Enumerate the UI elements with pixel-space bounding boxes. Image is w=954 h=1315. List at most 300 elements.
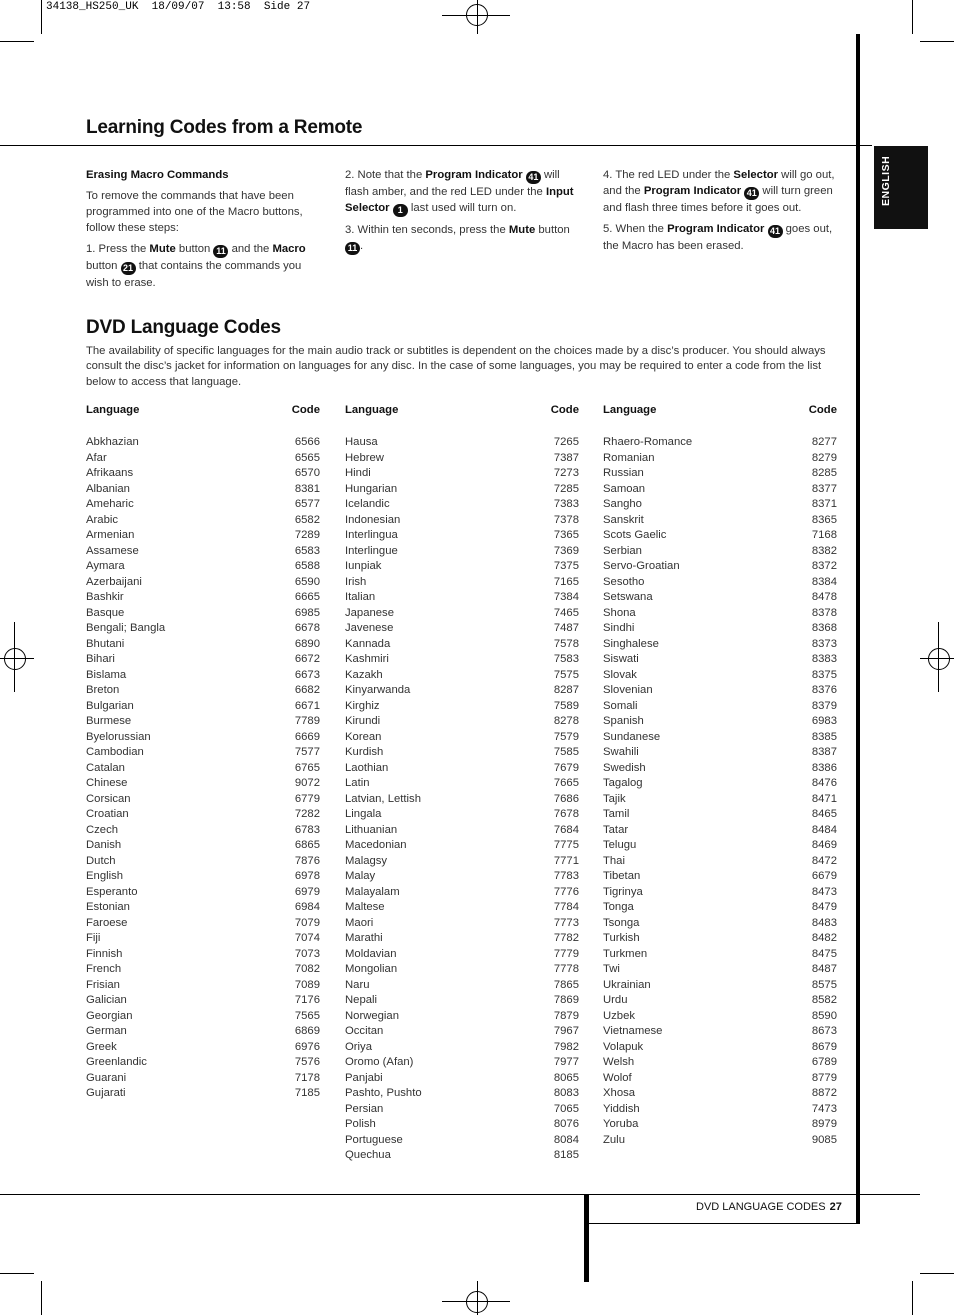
language-row [603,838,837,854]
language-row [345,637,579,653]
language-code: 7079 [294,916,320,929]
language-row [603,885,837,901]
dvd-intro: The availability of specific languages for the main audio track or subtitles is dependent on the choices made by a disc’s producer. You should always consult the disc’s jacket for information on languages for any disc. In the case of some languages, you may be required to enter a code from the list below to access that language. [86,345,826,388]
language-code: 7473 [811,1102,837,1115]
language-code: 8375 [811,668,837,681]
language-row [345,482,579,498]
language-name: Afrikaans [86,467,134,479]
language-name: Hungarian [345,482,398,495]
language-code: 8387 [811,746,837,758]
language-row [603,714,837,730]
language-row [603,823,837,839]
step-5: 5. When the Program Indicator 41 goes out, the Macro has been erased. [603,223,833,252]
learning-column-3 [603,167,843,259]
language-row [345,931,579,947]
language-name: Finnish [86,947,123,960]
language-code: 8377 [811,482,837,495]
language-code: 6890 [294,637,320,650]
language-row [603,1086,837,1102]
language-name: Nepali [345,994,378,1006]
language-code: 7869 [553,994,579,1006]
language-code: 8278 [553,715,579,727]
language-row [86,1055,320,1071]
language-name: Bengali; Bangla [86,622,166,634]
language-code: 6679 [811,870,837,882]
language-name: Uzbek [603,1009,636,1022]
language-row [345,947,579,963]
printer-slug: 34138_HS250_UK 18/09/07 13:58 Side 27 [46,1,311,13]
language-row [86,544,320,560]
language-row [86,962,320,978]
language-name: Croatian [86,808,129,820]
language-row [86,466,320,482]
language-row [603,652,837,668]
language-row [86,1040,320,1056]
program-indicator-number-icon: 41 [768,225,783,238]
language-name: Tigrinya [603,885,643,898]
language-row [603,854,837,870]
footer-section: DVD LANGUAGE CODES [696,1201,826,1213]
language-code: 8076 [553,1118,579,1130]
language-code: 6590 [294,575,320,588]
language-code: 7576 [294,1056,320,1068]
language-row [345,900,579,916]
language-row [86,575,320,591]
language-code: 7465 [553,606,579,619]
language-row [86,900,320,916]
language-row [86,1071,320,1087]
language-name: Maltese [345,901,385,913]
language-name: Burmese [86,715,132,727]
language-name: Danish [86,839,122,851]
language-name: Tajik [603,792,626,805]
language-code: 6678 [294,622,320,634]
language-row [603,807,837,823]
mute-button-number-icon: 11 [213,245,228,258]
language-name: Ukrainian [603,978,651,991]
language-name: Swedish [603,761,646,774]
language-row [603,978,837,994]
language-code: 7585 [553,746,579,758]
language-name: Japanese [345,606,394,619]
language-row [603,1071,837,1087]
language-name: Samoan [603,482,646,495]
language-name: Basque [86,606,125,619]
language-code: 8582 [811,994,837,1006]
language-code: 8382 [811,544,837,557]
language-name: Korean [345,730,382,743]
language-code: 7378 [553,513,579,526]
language-code: 7686 [553,792,579,805]
language-row [603,869,837,885]
language-row [603,1055,837,1071]
language-code: 7487 [553,622,579,634]
language-name: Tibetan [603,870,641,882]
language-code: 6979 [294,885,320,898]
language-name: English [86,870,124,882]
language-code: 7575 [553,668,579,681]
language-name: Bulgarian [86,699,134,712]
language-row [603,1133,837,1149]
language-name: Catalan [86,761,125,774]
language-name: Kirghiz [345,699,380,712]
language-row [603,900,837,916]
language-row [345,776,579,792]
language-name: Aymara [86,560,125,572]
language-name: Faroese [86,916,128,929]
language-name: Byelorussian [86,730,151,743]
language-code: 8378 [811,606,837,619]
language-name: Vietnamese [603,1025,663,1037]
language-name: Malayalam [345,885,400,898]
language-code: 6779 [294,792,320,805]
language-name: Spanish [603,715,644,727]
language-name: Portuguese [345,1133,403,1146]
language-name: Ameharic [86,498,134,510]
language-row [603,993,837,1009]
language-row [345,435,579,451]
language-code: 8673 [811,1025,837,1037]
language-name: Setswana [603,591,653,603]
language-name: Cambodian [86,746,144,758]
language-code: 6869 [294,1025,320,1037]
language-name: Oriya [345,1040,372,1053]
language-name: Breton [86,684,120,696]
language-name: Turkish [603,932,640,944]
language-name: Chinese [86,777,128,789]
language-code: 6577 [294,498,320,510]
language-row [345,528,579,544]
language-name: Macedonian [345,839,407,851]
language-code: 8371 [811,498,837,510]
language-name: Gujarati [86,1087,126,1099]
language-row [603,761,837,777]
language-name: Latvian, Lettish [345,792,421,805]
language-row [86,978,320,994]
language-row [345,1040,579,1056]
language-row [603,1040,837,1056]
language-row [603,1009,837,1025]
language-row [603,606,837,622]
language-row [603,776,837,792]
language-row [603,544,837,560]
language-row [345,497,579,513]
language-row [345,885,579,901]
language-name: Persian [345,1102,384,1115]
bottom-left-bar [584,1195,589,1282]
language-name: Volapuk [603,1040,644,1053]
language-code: 7771 [553,854,579,867]
language-row [345,1009,579,1025]
language-column-2 [345,404,579,1164]
language-name: Mongolian [345,963,398,975]
language-name: Abkhazian [86,436,139,448]
language-name: Shona [603,606,636,619]
language-name: Esperanto [86,885,138,898]
language-code: 7783 [553,870,579,882]
language-row [603,668,837,684]
language-code: 8872 [811,1087,837,1099]
language-code: 7073 [294,947,320,960]
language-row [345,869,579,885]
language-code: 8365 [811,513,837,526]
language-name: Kurdish [345,746,384,758]
language-code: 8590 [811,1009,837,1022]
language-code: 7375 [553,560,579,572]
language-code: 8487 [811,963,837,975]
language-row [603,699,837,715]
language-code: 8379 [811,699,837,712]
language-code: 6671 [294,699,320,712]
language-name: Dutch [86,854,116,867]
language-code: 6983 [811,715,837,727]
language-name: Tagalog [603,777,643,789]
language-row [345,745,579,761]
language-row [603,513,837,529]
language-table-header: Language Code [86,404,320,416]
language-code: 8575 [811,978,837,991]
language-name: Wolof [603,1071,632,1084]
language-name: German [86,1025,127,1037]
macro-button-number-icon: 21 [121,262,136,275]
language-name: Greek [86,1040,117,1053]
language-name: Azerbaijani [86,575,142,588]
language-name: Lingala [345,808,382,820]
language-name: Arabic [86,513,119,526]
language-name: Xhosa [603,1087,636,1099]
language-code: 8476 [811,777,837,789]
language-code: 8083 [553,1087,579,1099]
language-code: 8084 [553,1133,579,1146]
language-code: 7982 [553,1040,579,1053]
language-code: 8287 [553,684,579,696]
step-4: 4. The red LED under the Selector will go out, and the Program Indicator 41 will turn green and flash three times before it goes out. [603,169,835,214]
language-name: Serbian [603,544,642,557]
language-code: 7578 [553,637,579,650]
language-row [86,1024,320,1040]
language-row [345,1071,579,1087]
language-row [345,993,579,1009]
language-row [86,451,320,467]
language-row [603,590,837,606]
language-code: 8478 [811,591,837,603]
language-code: 8479 [811,901,837,913]
page-number: 27 [829,1201,842,1213]
language-code: 6583 [294,544,320,557]
language-name: Bashkir [86,591,124,603]
language-code: 8381 [294,482,320,495]
language-code: 7065 [553,1102,579,1115]
language-code: 8277 [811,436,837,448]
language-code: 7782 [553,932,579,944]
language-row [345,714,579,730]
language-name: Maori [345,916,374,929]
learning-column-1 [86,167,322,296]
language-name: Slovak [603,668,637,681]
language-row [603,637,837,653]
language-row [345,730,579,746]
section-title-learning: Learning Codes from a Remote [86,117,363,138]
language-name: Javenese [345,622,394,634]
language-name: Panjabi [345,1071,383,1084]
language-row [86,776,320,792]
language-row [86,435,320,451]
step-2: 2. Note that the Program Indicator 41 will flash amber, and the red LED under the Input Selector 1 last used will turn on. [345,169,574,215]
language-name: Quechua [345,1149,391,1161]
language-code: 6566 [294,436,320,448]
right-page-bar [856,34,860,1224]
language-code: 7289 [294,529,320,541]
language-row [603,482,837,498]
language-name: Frisian [86,978,120,991]
language-row [603,916,837,932]
language-row [345,1148,579,1164]
language-name: Afar [86,451,107,464]
language-code: 8469 [811,839,837,851]
language-code: 6985 [294,606,320,619]
language-row [345,699,579,715]
language-code: 8372 [811,560,837,572]
language-name: Kirundi [345,715,381,727]
language-name: Corsican [86,792,131,805]
language-row [345,621,579,637]
language-code: 7776 [553,885,579,898]
language-name: Italian [345,591,376,603]
language-name: Estonian [86,901,130,913]
language-row [345,513,579,529]
language-name: Malay [345,870,376,882]
language-name: Polish [345,1118,376,1130]
language-code: 8279 [811,451,837,464]
language-name: Norwegian [345,1009,400,1022]
language-name: Telugu [603,839,637,851]
language-code: 7879 [553,1009,579,1022]
language-name: Indonesian [345,513,401,526]
language-name: Hindi [345,467,371,479]
language-row [345,978,579,994]
language-row [86,947,320,963]
language-name: Albanian [86,482,130,495]
language-code: 6978 [294,870,320,882]
language-name: Galician [86,994,127,1006]
language-row [345,838,579,854]
language-code: 7185 [294,1087,320,1099]
language-code: 8475 [811,947,837,960]
language-code: 6570 [294,467,320,479]
language-name: Russian [603,467,644,479]
language-row [345,807,579,823]
language-code: 7387 [553,451,579,464]
language-code: 8386 [811,761,837,774]
language-row [603,451,837,467]
language-code: 7678 [553,808,579,820]
language-row [345,683,579,699]
erasing-intro: To remove the commands that have been programmed into one of the Macro buttons, follow these steps: [86,190,303,234]
language-code: 7074 [294,932,320,944]
program-indicator-number-icon: 41 [526,171,541,184]
language-table-header: Language Code [603,404,837,416]
language-row [603,621,837,637]
language-code: 8384 [811,575,837,588]
language-code: 7773 [553,916,579,929]
language-row [603,730,837,746]
language-row [603,683,837,699]
language-code: 7977 [553,1056,579,1068]
language-name: Kazakh [345,668,383,681]
language-code: 7789 [294,715,320,727]
language-code: 7583 [553,653,579,665]
language-row [345,1102,579,1118]
language-name: Interlingua [345,529,398,541]
language-row [86,792,320,808]
language-row [603,466,837,482]
language-row [86,559,320,575]
language-row [86,993,320,1009]
footer-rule-bottom [589,1223,859,1224]
language-name: Thai [603,854,625,867]
language-name: Marathi [345,932,383,944]
footer-rule-left [0,1194,586,1195]
language-code: 8373 [811,637,837,650]
language-name: Tsonga [603,916,640,929]
title-rule [0,145,872,146]
language-code: 6682 [294,684,320,696]
input-selector-number-icon: 1 [393,204,408,217]
language-row [345,916,579,932]
language-code: 6783 [294,823,320,836]
language-name: Hausa [345,436,378,448]
language-row [603,931,837,947]
language-name: Latin [345,777,370,789]
language-name: Siswati [603,653,639,665]
language-name: Lithuanian [345,823,398,836]
language-code: 8185 [553,1149,579,1161]
language-row [603,962,837,978]
language-row [86,621,320,637]
language-name: Fiji [86,932,101,944]
language-name: Sangho [603,498,642,510]
language-name: Icelandic [345,498,390,510]
language-code: 7589 [553,699,579,712]
language-name: Armenian [86,529,135,541]
language-row [86,652,320,668]
language-code: 7365 [553,529,579,541]
language-row [345,466,579,482]
language-code: 7089 [294,978,320,991]
language-name: Occitan [345,1025,384,1037]
language-row [86,807,320,823]
language-code: 7082 [294,963,320,975]
language-name: Interlingue [345,544,398,557]
language-name: Slovenian [603,684,653,696]
language-row [345,451,579,467]
language-row [345,668,579,684]
language-row [86,606,320,622]
language-code: 7579 [553,730,579,743]
language-row [345,590,579,606]
language-code: 7282 [294,808,320,820]
language-name: Tonga [603,901,634,913]
language-name: Sanskrit [603,513,644,526]
page-footer [696,1201,842,1213]
section-title-dvd: DVD Language Codes [86,317,281,338]
language-row [86,683,320,699]
mute-button-number-icon: 11 [345,242,360,255]
language-row [603,1024,837,1040]
language-row [345,1133,579,1149]
language-row [603,497,837,513]
language-code: 8383 [811,653,837,665]
